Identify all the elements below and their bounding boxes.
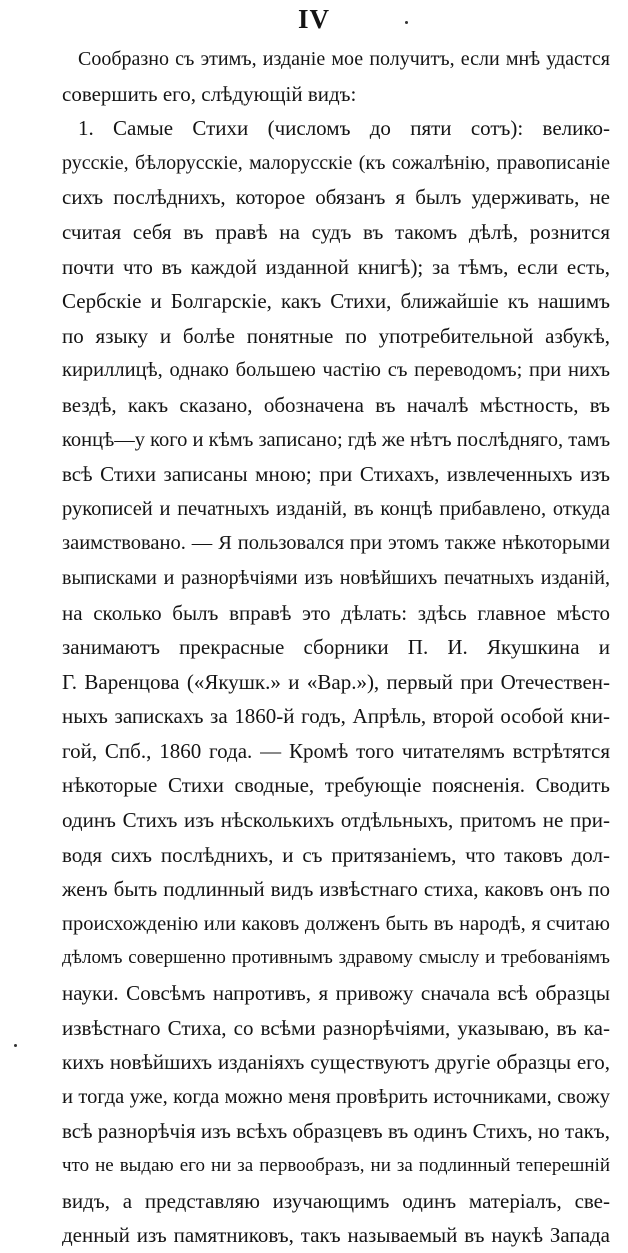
print-speck xyxy=(14,1044,17,1047)
text-line: Сообразно съ этимъ, изданіе мое получитъ, если мнѣ удастся xyxy=(78,48,610,70)
text-line: что не выдаю его ни за первообразъ, ни за подлинный теперешній xyxy=(62,1155,610,1176)
text-line: считая себя въ правѣ на судъ въ такомъ дѣлѣ, рознится xyxy=(62,219,610,244)
text-line: денный изъ памятниковъ, такъ называемый въ наукѣ Запада xyxy=(62,1223,610,1248)
text-line: кихъ новѣйшихъ изданіяхъ существуютъ другіе образцы его, xyxy=(62,1050,610,1075)
text-line: сихъ послѣднихъ, которое обязанъ я былъ удерживать, не xyxy=(62,185,610,210)
text-line: русскіе, бѣлорусскіе, малорусскіе (къ сожалѣнію, правописаніе xyxy=(62,151,610,174)
text-line: почти что въ каждой изданной книгѣ); за тѣмъ, если есть, xyxy=(62,254,610,279)
text-line: совершить его, слѣдующій видъ: xyxy=(62,81,357,106)
text-line: и тогда уже, когда можно меня провѣрить источниками, свожу xyxy=(62,1085,610,1108)
text-line: одинъ Стихъ изъ нѣсколькихъ отдѣльныхъ, притомъ не при- xyxy=(62,808,610,833)
print-speck xyxy=(405,21,408,24)
text-line: гой, Спб., 1860 года. — Кромѣ того читателямъ встрѣтятся xyxy=(62,738,610,763)
text-line: рукописей и печатныхъ изданій, въ концѣ прибавлено, откуда xyxy=(62,497,610,520)
text-line: науки. Совсѣмъ напротивъ, я привожу сначала всѣ образцы xyxy=(62,981,610,1006)
text-line: на сколько былъ вправѣ это дѣлать: здѣсь главное мѣсто xyxy=(62,600,610,625)
text-line: концѣ—у кого и кѣмъ записано; гдѣ же нѣтъ послѣдняго, тамъ xyxy=(62,428,610,451)
text-line: водя сихъ послѣднихъ, и съ притязаніемъ, что таковъ дол- xyxy=(62,842,610,867)
text-line: занимаютъ прекрасные сборники П. И. Якушкина и xyxy=(62,635,610,660)
body-text xyxy=(62,42,610,1253)
text-line: вездѣ, какъ сказано, обозначена въ началѣ мѣстность, въ xyxy=(62,392,610,417)
text-line: кириллицѣ, однако большею частію съ переводомъ; при нихъ xyxy=(62,359,610,382)
text-line: видъ, а представляю изучающимъ одинъ матеріалъ, све- xyxy=(62,1188,610,1213)
text-line: извѣстнаго Стиха, со всѣми разнорѣчіями, указываю, въ ка- xyxy=(62,1015,610,1040)
text-line: дѣломъ совершенно противнымъ здравому смыслу и требованіямъ xyxy=(62,947,610,969)
text-line: всѣ Стихи записаны мною; при Стихахъ, извлеченныхъ изъ xyxy=(62,462,610,487)
text-line: ныхъ запискахъ за 1860-й годъ, Апрѣль, второй особой кни- xyxy=(62,704,610,729)
text-line: происхожденію или каковъ долженъ быть въ народѣ, я считаю xyxy=(62,912,610,935)
text-line: нѣкоторые Стихи сводные, требующіе поясненія. Сводить xyxy=(62,773,610,798)
text-line: заимствовано. — Я пользовался при этомъ также нѣкоторыми xyxy=(62,532,610,555)
text-line: 1. Самые Стихи (числомъ до пяти сотъ): велико- xyxy=(78,116,610,141)
text-line: женъ быть подлинный видъ извѣстнаго стиха, каковъ онъ по xyxy=(62,877,610,902)
text-line: всѣ разнорѣчія изъ всѣхъ образцевъ въ одинъ Стихъ, но такъ, xyxy=(62,1119,610,1144)
text-line: Г. Варенцова («Якушк.» и «Вар.»), первый при Отечествен- xyxy=(62,669,610,694)
text-line: по языку и болѣе понятные по употребительной азбукѣ, xyxy=(62,323,610,348)
text-line: Сербскіе и Болгарскіе, какъ Стихи, ближайшіе къ нашимъ xyxy=(62,289,610,314)
text-line: выписками и разнорѣчіями изъ новѣйшихъ печатныхъ изданій, xyxy=(62,566,610,589)
page-number: IV xyxy=(297,4,330,34)
